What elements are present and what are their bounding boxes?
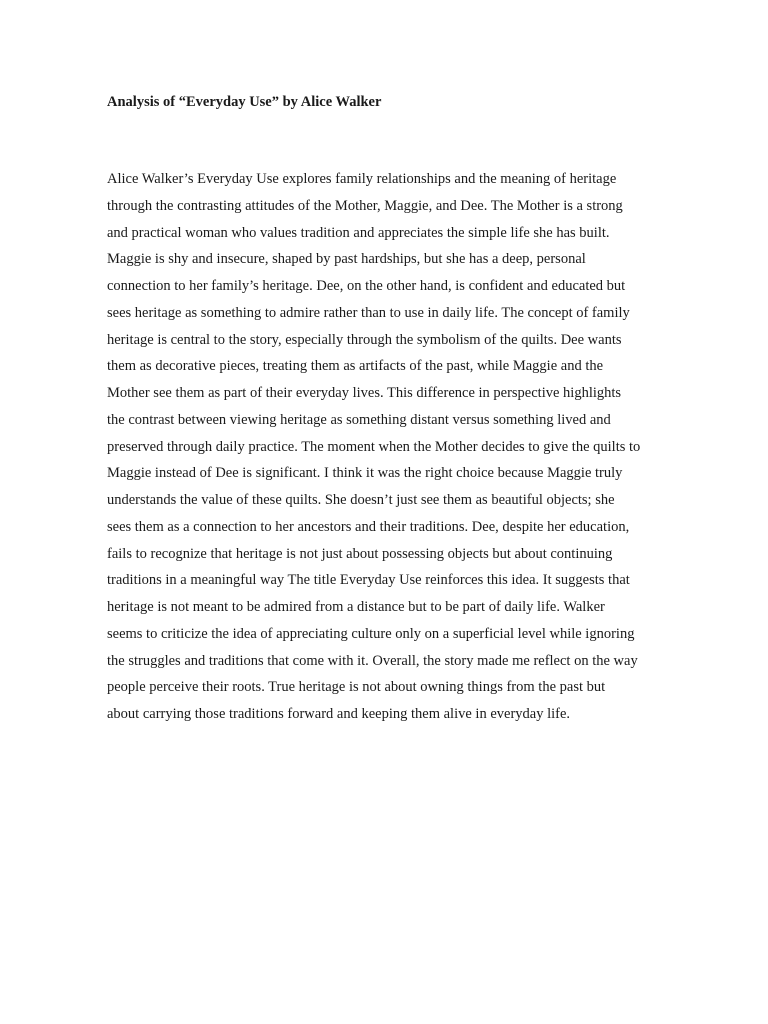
body-line: Alice Walker’s Everyday Use explores family relationships and the meaning of heritage (107, 171, 617, 187)
body-line: them as decorative pieces, treating them as artifacts of the past, while Maggie and the (107, 358, 604, 375)
body-line: people perceive their roots. True heritage is not about owning things from the past but (107, 679, 606, 696)
body-line: through the contrasting attitudes of the Mother, Maggie, and Dee. The Mother is a strong (107, 197, 623, 214)
body-line: Maggie is shy and insecure, shaped by past hardships, but she has a deep, personal (107, 251, 586, 268)
body-line: about carrying those traditions forward and keeping them alive in everyday life. (107, 706, 571, 722)
body-line: the contrast between viewing heritage as something distant versus something lived and (107, 411, 611, 428)
document-body (107, 166, 707, 728)
body-line: and practical woman who values tradition and appreciates the simple life she has built. (107, 224, 610, 241)
body-line: Mother see them as part of their everyday lives. This difference in perspective highlights (107, 385, 622, 401)
body-line: heritage is not meant to be admired from a distance but to be part of daily life. Walker (107, 599, 605, 615)
body-line: understands the value of these quilts. She doesn’t just see them as beautiful objects; she (107, 492, 615, 508)
body-line: seems to criticize the idea of appreciating culture only on a superficial level while ignoring (107, 625, 635, 642)
body-line: connection to her family’s heritage. Dee, on the other hand, is confident and educated but (107, 278, 626, 294)
body-line: sees them as a connection to her ancestors and their traditions. Dee, despite her education, (107, 518, 630, 535)
body-line: traditions in a meaningful way The title Everyday Use reinforces this idea. It suggests that (107, 572, 630, 589)
body-line: preserved through daily practice. The moment when the Mother decides to give the quilts to (107, 438, 641, 455)
body-line: sees heritage as something to admire rather than to use in daily life. The concept of family (107, 304, 630, 321)
body-line: heritage is central to the story, especially through the symbolism of the quilts. Dee wants (107, 331, 622, 348)
body-line: the struggles and traditions that come with it. Overall, the story made me reflect on the way (107, 652, 638, 669)
body-line: Maggie instead of Dee is significant. I think it was the right choice because Maggie truly (107, 465, 623, 482)
document-title: Analysis of “Everyday Use” by Alice Walker (107, 94, 382, 110)
body-line: fails to recognize that heritage is not just about possessing objects but about continuing (107, 545, 613, 562)
